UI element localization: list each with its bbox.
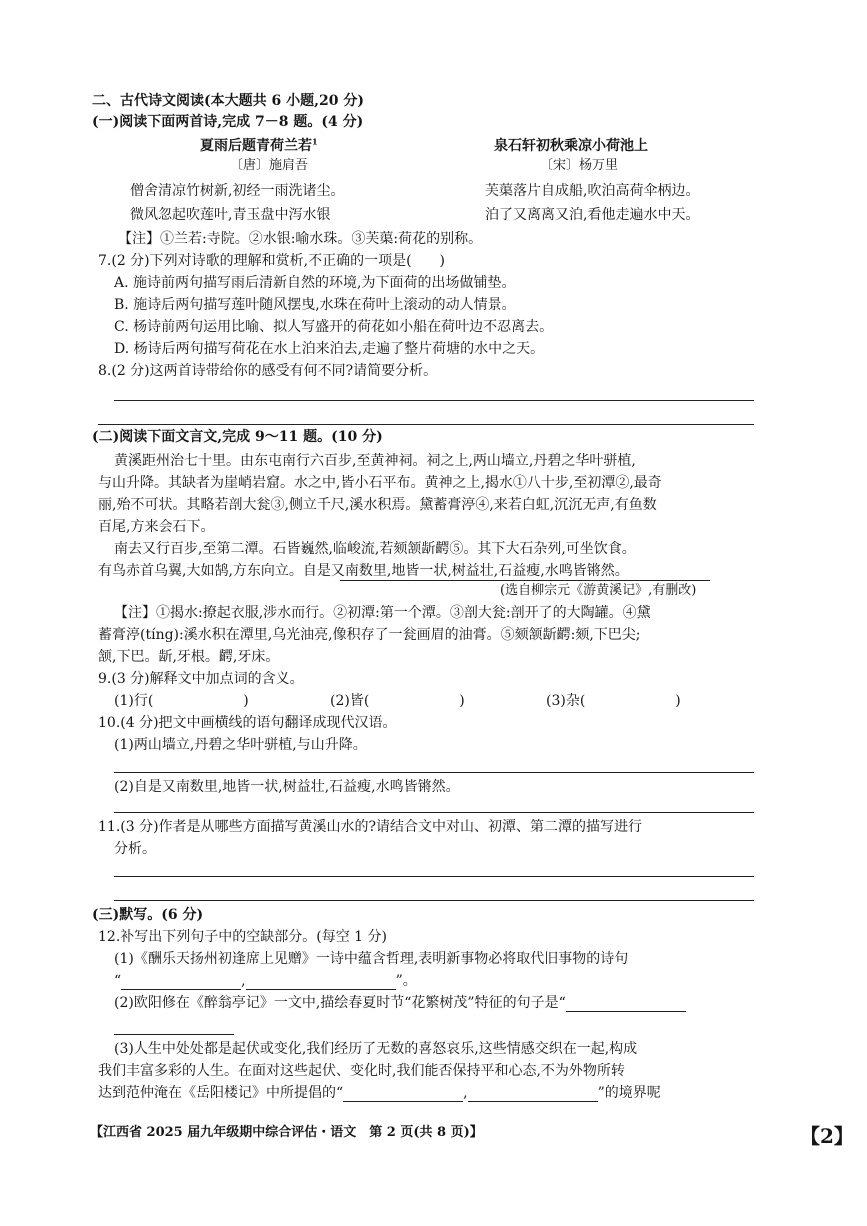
passage-note-line1: 【注】①揭水:撩起衣服,涉水而行。②初潭:第一个潭。③剖大瓮:剖开了的大陶罐。④黛 [114, 605, 651, 621]
passage-source: (选自柳宗元《游黄溪记》,有删改) [500, 583, 697, 598]
passage-p1-line2: 与山升降。其缺者为崖峭岩窟。水之中,皆小石平布。黄神之上,揭水①八十步,至初潭②,最奇 [98, 475, 662, 491]
answer-line [114, 812, 754, 813]
question-12-item3-line1: (3)人生中处处都是起伏或变化,我们经历了无数的喜怒哀乐,这些情感交织在一起,构成 [114, 1041, 638, 1057]
question-12-item1: (1)《酬乐天扬州初逢席上见赠》一诗中蕴含哲理,表明新事物必将取代旧事物的诗句 [114, 951, 629, 967]
question-11-line2: 分析。 [114, 841, 156, 857]
poem2-line2: 泊了又离离又泊,看他走遍水中天。 [485, 207, 700, 223]
question-9-item2: (2)皆( ) [330, 693, 465, 709]
question-7-option-d: D. 杨诗后两句描写荷花在水上泊来泊去,走遍了整片荷塘的水中之天。 [114, 341, 545, 357]
poem-note: 【注】①兰若:寺院。②水银:喻水珠。③芙蕖:荷花的别称。 [118, 231, 483, 247]
question-7-option-c: C. 杨诗前两句运用比喻、拟人写盛开的荷花如小船在荷叶边不忍离去。 [114, 319, 554, 335]
question-7-stem: 7.(2 分)下列对诗歌的理解和赏析,不正确的一项是( ) [98, 253, 446, 269]
fill-blank[interactable] [246, 975, 396, 990]
question-12-item1-blanks: “ , ”。 [114, 973, 417, 989]
fill-blank[interactable] [468, 1087, 598, 1102]
fill-blank[interactable] [121, 975, 241, 990]
answer-line [114, 772, 754, 773]
passage-p1-line1: 黄溪距州治七十里。由东屯南行六百步,至黄神祠。祠之上,两山墙立,丹碧之华叶骈植, [114, 453, 636, 469]
page-number-corner: 【2】 [800, 1124, 854, 1148]
question-12-item2: (2)欧阳修在《醉翁亭记》一文中,描绘春夏时节“花繁树茂”特征的句子是“ [114, 994, 686, 1012]
poem1-line1: 僧舍清凉竹树新,初经一雨洗诸尘。 [130, 183, 345, 199]
answer-line [114, 900, 754, 901]
poem2-title: 泉石轩初秋乘凉小荷池上 [494, 138, 648, 154]
question-8-stem: 8.(2 分)这两首诗带给你的感受有何不同?请简要分析。 [98, 363, 438, 379]
question-9-item3: (3)杂( ) [546, 693, 681, 709]
question-10-stem: 10.(4 分)把文中画横线的语句翻译成现代汉语。 [98, 715, 397, 731]
part3-heading: (三)默写。(6 分) [92, 907, 204, 923]
question-10-item2: (2)自是又南数里,地皆一状,树益壮,石益瘦,水鸣皆锵然。 [114, 779, 460, 795]
question-10-item1: (1)两山墙立,丹碧之华叶骈植,与山升降。 [114, 737, 367, 753]
fill-blank-continued[interactable] [114, 1034, 234, 1035]
part1-heading: (一)阅读下面两首诗,完成 7－8 题。(4 分) [92, 114, 364, 130]
poem2-author: 〔宋〕杨万里 [540, 158, 619, 173]
answer-line [114, 876, 754, 877]
poem1-line2: 微风忽起吹莲叶,青玉盘中泻水银 [130, 207, 331, 223]
poem2-line1: 芙蕖落片自成船,吹泊高荷伞柄边。 [485, 183, 700, 199]
passage-note-line3: 颔,下巴。龂,牙根。齶,牙床。 [98, 649, 280, 665]
section-heading: 二、古代诗文阅读(本大题共 6 小题,20 分) [92, 93, 364, 109]
question-11-line1: 11.(3 分)作者是从哪些方面描写黄溪山水的?请结合文中对山、初潭、第二潭的描写进行 [98, 819, 643, 835]
question-12-stem: 12.补写出下列句子中的空缺部分。(每空 1 分) [98, 929, 387, 945]
fill-blank[interactable] [343, 1087, 463, 1102]
question-9-item1: (1)行( ) [114, 693, 249, 709]
question-7-option-b: B. 施诗后两句描写莲叶随风摆曳,水珠在荷叶上滚动的动人情景。 [114, 297, 516, 313]
question-12-item3-line2: 我们丰富多彩的人生。在面对这些起伏、变化时,我们能否保持平和心态,不为外物所转 [98, 1063, 625, 1079]
question-12-item3-line3: 达到范仲淹在《岳阳楼记》中所提倡的“ , ”的境界呢 [98, 1085, 661, 1101]
poem1-author: 〔唐〕施肩吾 [230, 158, 309, 173]
passage-p1-line4: 百尾,方来会石下。 [98, 519, 215, 535]
passage-p1-line3: 丽,殆不可状。其略若剖大瓮③,侧立千尺,溪水积焉。黛蓄膏渟④,来若白虹,沉沉无声,有鱼数 [98, 497, 657, 513]
answer-line [98, 424, 754, 425]
underline-mark [340, 580, 710, 581]
poem1-title: 夏雨后题青荷兰若$^1$ [200, 136, 318, 154]
passage-p2-line1: 南去又行百步,至第二潭。石皆巍然,临峻流,若颏颔龂齶⑤。其下大石杂列,可坐饮食。 [114, 541, 636, 557]
question-9-stem: 9.(3 分)解释文中加点词的含义。 [98, 671, 304, 687]
question-7-option-a: A. 施诗前两句描写雨后清新自然的环境,为下面荷的出场做铺垫。 [114, 275, 516, 291]
passage-note-line2: 蓄膏渟(tíng):溪水积在潭里,乌光油亮,像积存了一瓮画眉的油膏。⑤颏颔龂齶:颏,下巴尖; [98, 627, 641, 643]
passage-p2-line2: 有鸟赤首乌翼,大如鹄,方东向立。自是又南数里,地皆一状,树益壮,石益瘦,水鸣皆锵然。 [98, 563, 629, 579]
page-footer: 【江西省 2025 届九年级期中综合评估・语文 第 2 页(共 8 页)】 [90, 1125, 483, 1140]
answer-line [114, 400, 754, 401]
fill-blank[interactable] [566, 997, 686, 1012]
part2-heading: (二)阅读下面文言文,完成 9～11 题。(10 分) [92, 429, 383, 445]
